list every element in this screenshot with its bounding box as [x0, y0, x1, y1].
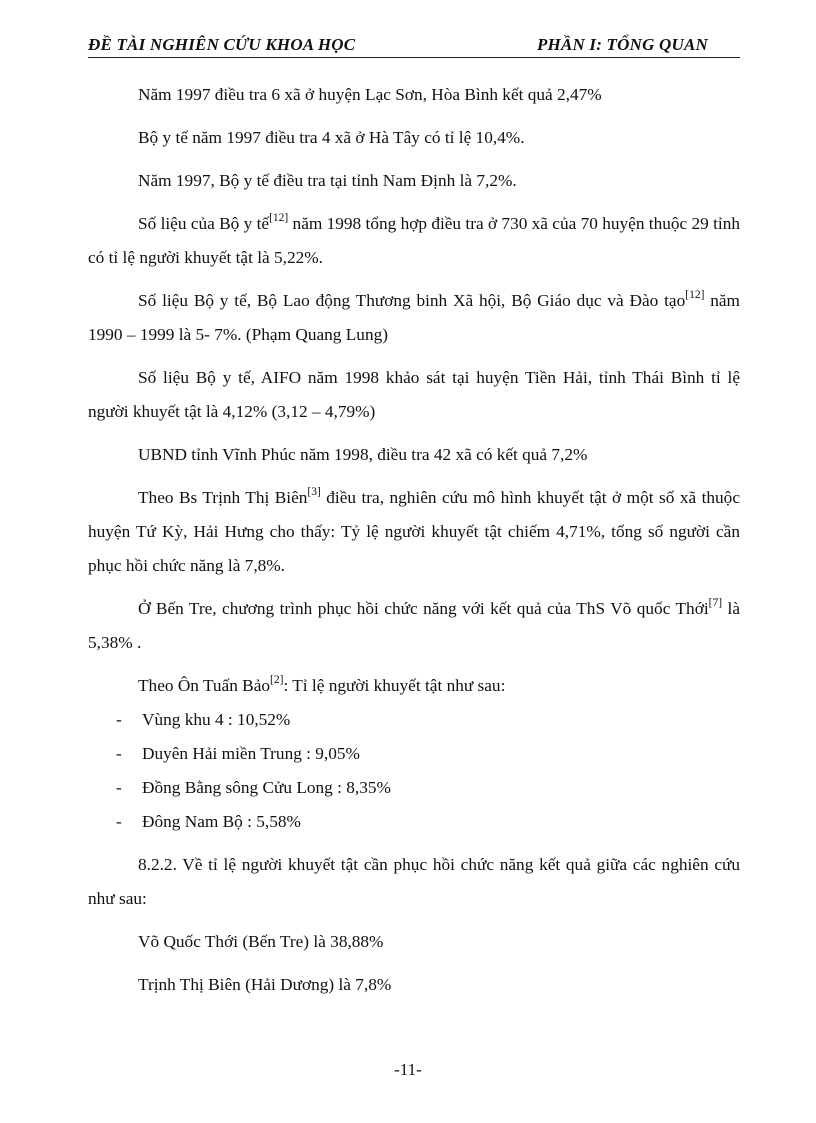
paragraph: Số liệu Bộ y tế, AIFO năm 1998 khảo sát tại huyện Tiền Hải, tỉnh Thái Bình tỉ lệ người khuyết tật là 4,12% (3,12 – 4,79%): [88, 368, 740, 421]
paragraph: [88, 284, 740, 352]
paragraph-text: năm 1990 – 1999 là 5- 7%. (Phạm Quang Lung): [88, 291, 740, 344]
paragraph: Võ Quốc Thới (Bến Tre) là 38,88%: [138, 932, 384, 951]
list-item-text: Đông Nam Bộ : 5,58%: [142, 812, 301, 831]
paragraph-text: Số liệu của Bộ y tế: [138, 214, 270, 233]
paragraph: Năm 1997, Bộ y tế điều tra tại tỉnh Nam Định là 7,2%.: [138, 171, 517, 190]
paragraph: [88, 669, 740, 703]
list-item-text: Đồng Bằng sông Cửu Long : 8,35%: [142, 778, 391, 797]
citation-ref: [2]: [270, 674, 284, 687]
paragraph: Bộ y tế năm 1997 điều tra 4 xã ở Hà Tây có tỉ lệ 10,4%.: [138, 128, 525, 147]
citation-ref: [12]: [269, 212, 289, 225]
list-dash: -: [116, 710, 122, 729]
list-dash: -: [116, 744, 122, 763]
list-item: [88, 805, 740, 839]
list-item: [88, 737, 740, 771]
list-item-text: Duyên Hải miền Trung : 9,05%: [142, 744, 360, 763]
list-dash: -: [116, 812, 122, 831]
list-dash: -: [116, 778, 122, 797]
paragraph-text: : Tỉ lệ người khuyết tật như sau:: [283, 676, 506, 695]
list-item-text: Vùng khu 4 : 10,52%: [142, 710, 291, 729]
paragraph-text: điều tra, nghiên cứu mô hình khuyết tật ở một số xã thuộc huyện Tứ Kỳ, Hải Hưng cho thấy: Tỷ lệ người khuyết tật chiếm 4,71%, tổng số người cần phục hồi chức năng là 7,8%.: [88, 488, 740, 575]
page-number: -11-: [394, 1060, 422, 1079]
paragraph-text: Theo Bs Trịnh Thị Biên: [138, 488, 308, 507]
paragraph-text: Theo Ôn Tuấn Bảo: [138, 676, 271, 695]
citation-ref: [3]: [307, 486, 321, 499]
header-title: ĐỀ TÀI NGHIÊN CỨU KHOA HỌC: [88, 35, 356, 54]
paragraph-text: năm 1998 tổng hợp điều tra ở 730 xã của 70 huyện thuộc 29 tỉnh có tỉ lệ người khuyết tật là 5,22%.: [88, 214, 740, 267]
paragraph-text: Ở Bến Tre, chương trình phục hồi chức năng với kết quả của ThS Võ quốc Thới: [138, 599, 709, 618]
paragraph-text: Số liệu Bộ y tế, Bộ Lao động Thương binh Xã hội, Bộ Giáo dục và Đào tạo: [138, 291, 686, 310]
paragraph: [88, 481, 740, 583]
paragraph: [88, 207, 740, 275]
list-item: [88, 703, 740, 737]
header-section: PHẦN I: TỔNG QUAN: [536, 35, 708, 54]
list-item: [88, 771, 740, 805]
paragraph: 8.2.2. Về tỉ lệ người khuyết tật cần phục hồi chức năng kết quả giữa các nghiên cứu như sau:: [88, 855, 740, 908]
page-header: [88, 35, 740, 58]
paragraph: Năm 1997 điều tra 6 xã ở huyện Lạc Sơn, Hòa Bình kết quả 2,47%: [138, 85, 602, 104]
citation-ref: [7]: [708, 597, 723, 610]
document-body: [88, 78, 740, 1002]
paragraph: UBND tỉnh Vĩnh Phúc năm 1998, điều tra 42 xã có kết quả 7,2%: [138, 445, 588, 464]
paragraph: [88, 592, 740, 660]
paragraph: Trịnh Thị Biên (Hải Dương) là 7,8%: [138, 975, 392, 994]
citation-ref: [12]: [685, 289, 705, 302]
paragraph-text: là 5,38% .: [88, 599, 740, 652]
